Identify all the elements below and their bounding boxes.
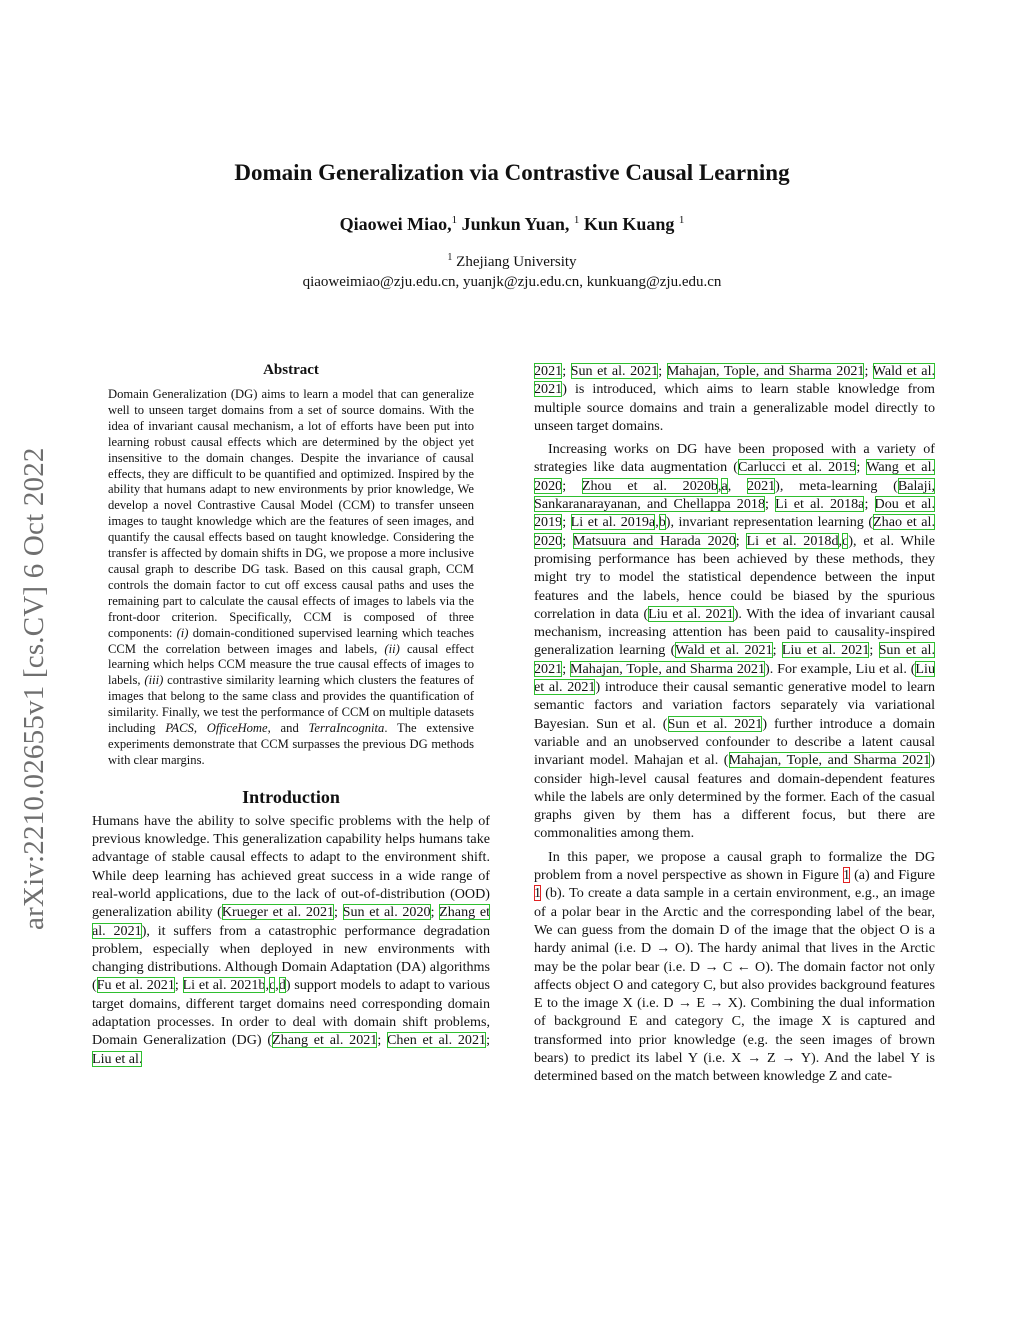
citation-link[interactable]: a — [721, 477, 728, 494]
citation-link[interactable]: Liu et al. 2021 — [648, 605, 734, 622]
author-list — [0, 214, 1024, 235]
citation-link[interactable]: Dou et al. 2019 — [534, 496, 936, 531]
citation-link[interactable]: Zhou et al. 2020b — [581, 477, 718, 494]
citation-link[interactable]: Carlucci et al. 2019 — [738, 459, 857, 476]
citation-link[interactable]: Matsuura and Harada 2020 — [572, 532, 736, 549]
citation-link[interactable]: Mahajan, Tople, and Sharma 2021 — [666, 363, 865, 379]
citation-link[interactable]: Liu et al. — [92, 1050, 143, 1067]
citation-link[interactable]: Liu et al. 2021 — [781, 642, 870, 659]
citation-link[interactable]: Zhang et al. 2021 — [92, 904, 490, 939]
citation-link[interactable]: Sun et al. 2021 — [534, 642, 935, 677]
author-name: Junkun Yuan, — [461, 214, 570, 234]
citation-link[interactable]: c — [269, 977, 276, 994]
citation-link[interactable]: Li et al. 2018a — [775, 496, 865, 513]
affiliation-marker: 1 — [573, 214, 580, 226]
figure-reference-link[interactable]: 1 — [842, 867, 851, 884]
affiliation-marker: 1 — [451, 214, 458, 226]
abstract-heading: Abstract — [263, 362, 319, 378]
citation-link[interactable]: Zhang et al. 2021 — [272, 1032, 378, 1049]
affiliation-marker: 1 — [678, 214, 685, 226]
citation-link[interactable]: Mahajan, Tople, and Sharma 2021 — [728, 752, 931, 769]
citation-link[interactable]: 2021 — [746, 477, 776, 494]
citation-link[interactable]: Wang et al. 2020 — [534, 459, 936, 494]
citation-link[interactable]: Krueger et al. 2021 — [221, 904, 335, 921]
intro-paragraph-2: Increasing works on DG have been proposed with a variety of strategies like data augmentation (Carlucci et al. 2019; Wang et al. 2020; Zhou et al. 2020b,a, 2021), meta-learning (Balaji, Sankaranarayanan, and Chellappa 2018; Li et al. 2018a; Dou et al. 2019; Li et al. 2019a,b), invariant representation learning (Zhao et al. 2020; Matsuura and Harada 2020; Li et al. 2018d,c), et al. While promising performance has been achieved by these methods, they might try to model the statistical dependence between the input features and the labels, hence could be biased by the spurious correlation in data (Liu et al. 2021). With the idea of invariant causal mechanism, increasing attention has been paid to causality-inspired generalization learning (Wald et al. 2021; Liu et al. 2021; Sun et al. 2021; Mahajan, Tople, and Sharma 2021). For example, Liu et al. (Liu et al. 2021) introduce their causal semantic generative model to learn semantic factors and variation factors separately via variational Bayesian. Sun et al. (Sun et al. 2021) further introduce a domain variable and an unobserved confounder to describe a latent causal invariant model. Mahajan et al. (Mahajan, Tople, and Sharma 2021) consider high-level causal features and domain-dependent features while the labels are only determined by the former. Each of the casual graphs given by them has a different focus, but there are commonalities among them. — [534, 441, 936, 842]
intro-paragraph-1-continued: 2021; Sun et al. 2021; Mahajan, Tople, and Sharma 2021; Wald et al. 2021) is introduced, which aims to learn stable knowledge from multiple source domains and train a generalizable model directly to unseen target domains. — [534, 363, 936, 434]
affiliation-marker: 1 — [447, 252, 453, 263]
citation-link[interactable]: Sun et al. 2020 — [342, 904, 431, 921]
figure-reference-link[interactable]: 1 — [534, 885, 542, 902]
citation-link[interactable]: Wald et al. 2021 — [534, 363, 936, 398]
author-name: Kun Kuang — [583, 214, 675, 234]
intro-paragraph-1: Humans have the ability to solve specific problems with the help of previous knowledge. This generalization capability helps humans take advantage of stable causal effects to adapt to the environment shift. While deep learning has achieved great success in a wide range of real-world applications, due to the lack of out-of-distribution (OOD) generalization ability (Krueger et al. 2021; Sun et al. 2020; Zhang et al. 2021), it suffers from a catastrophic performance degradation problem, especially when deployed in new environments with changing distributions. Although Domain Adaptation (DA) algorithms (Fu et al. 2021; Li et al. 2021b,c,d) support models to adapt to various target domains, different target domains need corresponding domain adaptation processes. In order to deal with domain shift problems, Domain Generalization (DG) (Zhang et al. 2021; Chen et al. 2021; Liu et al. — [92, 812, 491, 1067]
citation-link[interactable]: Liu et al. 2021 — [534, 660, 935, 696]
intro-paragraph-3: In this paper, we propose a causal graph to formalize the DG problem from a novel perspective as shown in Figure 1 (a) and Figure 1 (b). To create a data sample in a certain environment, e.g., an image of a polar bear in the Arctic and the corresponding label of the bear, We can guess from the domain D of the image that the object O is a hardy animal (i.e. D → O). The hardy animal that lives in the Arctic may be the polar bear (i.e. D → C ← O). The domain factor not only affects object O and category C, but also provides background features E to the image X (i.e. D → E → X). Combining the dual information of background E and category C, the image X is captured and transformed into prior knowledge (e.g. the seen images of brown bears) to predict its label Y (i.e. X → Z → Y). And the label Y is determined based on the match between knowledge Z and cate- — [534, 848, 935, 1085]
affiliation-block — [0, 248, 1024, 292]
arxiv-identifier: arXiv:2210.02655v1 [cs.CV] 6 Oct 2022 — [18, 447, 50, 930]
citation-link[interactable]: c — [842, 532, 849, 549]
citation-link[interactable]: Sun et al. 2021 — [667, 715, 763, 732]
introduction-heading: Introduction — [242, 786, 340, 807]
citation-link[interactable]: d — [278, 977, 286, 994]
author-emails: qiaoweimiao@zju.edu.cn, yuanjk@zju.edu.cn, kunkuang@zju.edu.cn — [302, 274, 722, 290]
citation-link[interactable]: Fu et al. 2021 — [96, 977, 175, 994]
left-column — [92, 362, 490, 1068]
citation-link[interactable]: Li et al. 2019a — [570, 514, 656, 531]
citation-link[interactable]: Balaji, Sankaranarayanan, and Chellappa 2018 — [534, 477, 936, 513]
right-column — [534, 362, 935, 1086]
author-name: Qiaowei Miao, — [339, 214, 452, 234]
citation-link[interactable]: 2021 — [534, 363, 563, 379]
citation-link[interactable]: Mahajan, Tople, and Sharma 2021 — [569, 660, 766, 677]
paper-title: Domain Generalization via Contrastive Causal Learning — [234, 160, 790, 185]
citation-link[interactable]: Chen et al. 2021 — [387, 1032, 487, 1049]
abstract-text: Domain Generalization (DG) aims to learn a model that can generalize well to unseen target domains from a set of source domains. With the idea of invariant causal mechanism, a lot of efforts have been put into learning robust causal effects which are determined by the object yet insensitive to the domain changes. Despite the invariance of causal effects, they are difficult to be quantified and optimized. Inspired by the ability that humans adapt to new environments by prior knowledge, We develop a novel Contrastive Causal Model (CCM) to transfer unseen images to taught knowledge which are the features of seen images, and quantify the causal effects based on taught knowledge. Considering the transfer is affected by domain shifts in DG, we propose a more inclusive causal graph to describe DG task. Based on this causal graph, CCM controls the domain factor to cut off excess causal paths and uses the remaining part to calculate the causal effects of images to labels via the front-door criterion. Specifically, CCM is composed of three components: (i) domain-conditioned supervised learning which teaches CCM the correlation between images and labels, (ii) causal effect learning which helps CCM measure the true causal effects of images to labels, (iii) contrastive similarity learning which clusters the features of images that belong to the same class and provides the quantification of similarity. Finally, we test the performance of CCM on multiple datasets including PACS, OfficeHome, and TerraIncognita. The extensive experiments demonstrate that CCM surpasses the previous DG methods with clear margins. — [108, 387, 474, 767]
citation-link[interactable]: Wald et al. 2021 — [675, 642, 773, 659]
citation-link[interactable]: Zhao et al. 2020 — [534, 514, 935, 549]
citation-link[interactable]: Li et al. 2018d — [746, 532, 839, 549]
citation-link[interactable]: Sun et al. 2021 — [570, 363, 659, 379]
citation-link[interactable]: Li et al. 2021b — [182, 977, 266, 994]
affiliation-org: Zhejiang University — [456, 254, 577, 270]
citation-link[interactable]: b — [658, 514, 666, 531]
